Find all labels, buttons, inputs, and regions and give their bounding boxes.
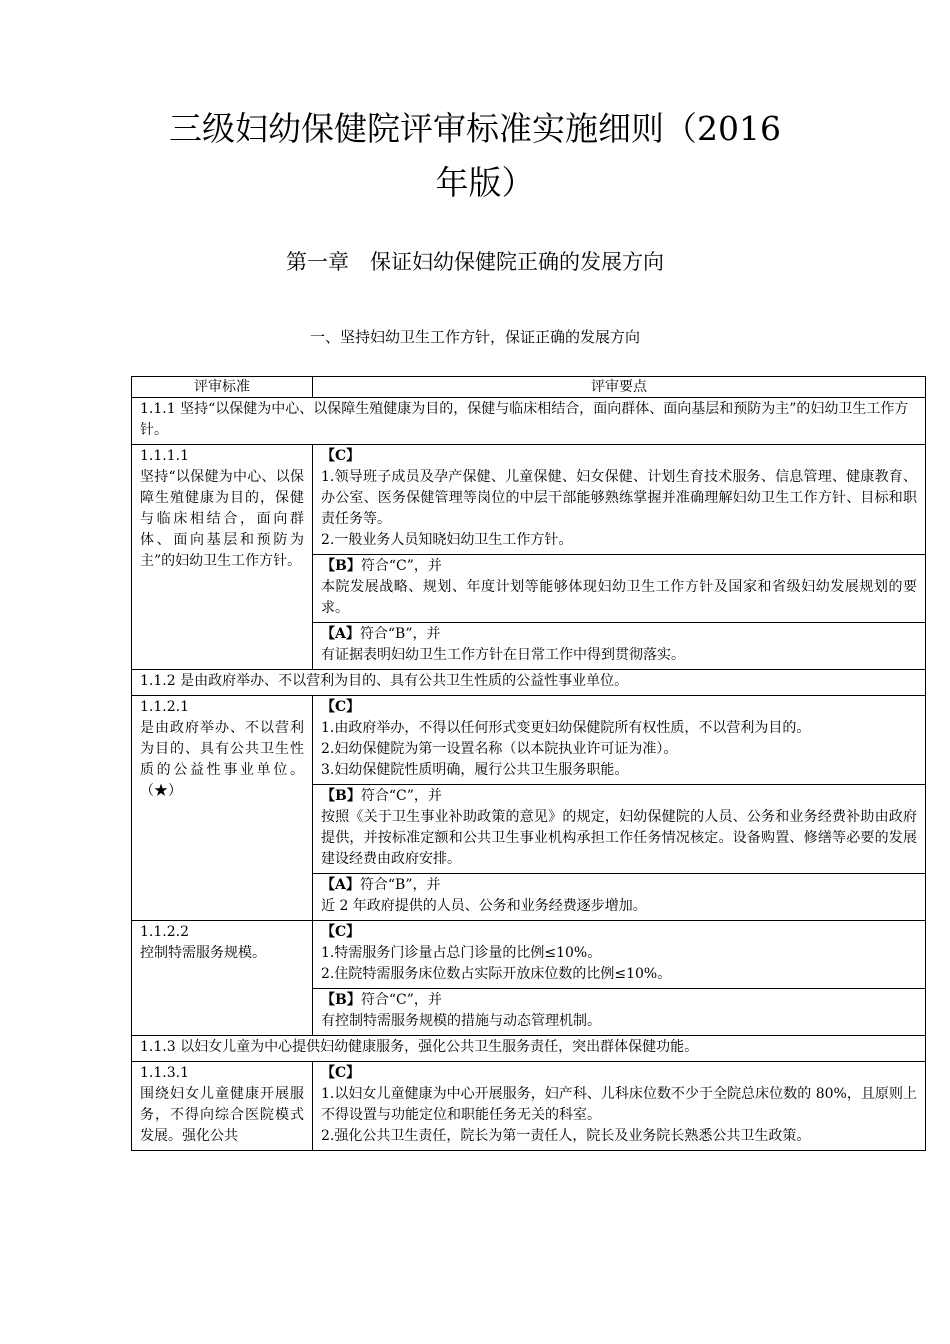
level-heading	[321, 1063, 917, 1084]
level-line: 2.强化公共卫生责任，院长为第一责任人，院长及业务院长熟悉公共卫生政策。	[321, 1128, 811, 1144]
level-cell	[313, 696, 926, 785]
group-heading: 1.1.1 坚持“以保健为中心、以保障生殖健康为目的，保健与临床相结合，面向群体、面向基层和预防为主”的妇幼卫生工作方针。	[132, 398, 926, 445]
level-label: 【C】	[321, 699, 361, 715]
level-label: 【C】	[321, 924, 361, 940]
group-heading: 1.1.3 以妇女儿童为中心提供妇幼健康服务，强化公共卫生服务责任，突出群体保健功能。	[132, 1036, 926, 1062]
level-line: 2.妇幼保健院为第一设置名称（以本院执业许可证为准）。	[321, 741, 678, 757]
level-heading	[321, 556, 917, 577]
document-title-line2: 年版）	[435, 163, 535, 202]
level-line: 2.一般业务人员知晓妇幼卫生工作方针。	[321, 532, 573, 548]
table-header-row	[132, 377, 926, 398]
level-line: 1.由政府举办，不得以任何形式变更妇幼保健院所有权性质，不以营利为目的。	[321, 720, 811, 736]
standard-code: 1.1.3.1	[140, 1065, 189, 1081]
standard-code: 1.1.1.1	[140, 448, 189, 464]
group-heading-row	[132, 398, 926, 445]
level-cell	[313, 623, 926, 670]
standard-cell	[132, 696, 313, 921]
level-heading	[321, 875, 917, 896]
group-heading-row	[132, 670, 926, 696]
column-header-standard: 评审标准	[132, 377, 313, 398]
level-label: 【C】	[321, 448, 361, 464]
level-note: 符合“B”，并	[359, 626, 441, 642]
standard-cell	[132, 921, 313, 1036]
section-heading: 一、坚持妇幼卫生工作方针，保证正确的发展方向	[309, 328, 640, 346]
level-line: 按照《关于卫生事业补助政策的意见》的规定，妇幼保健院的人员、公务和业务经费补助由政府提供，并按标准定额和公共卫生事业机构承担工作任务情况核定。设备购置、修缮等必要的发展建设经费由政府安排。	[321, 809, 917, 867]
standard-description: 是由政府举办、不以营利为目的、具有公共卫生性质的公益性事业单位。（★）	[140, 720, 304, 799]
level-note: 符合“C”，并	[360, 992, 442, 1008]
group-heading: 1.1.2 是由政府举办、不以营利为目的、具有公共卫生性质的公益性事业单位。	[132, 670, 926, 696]
level-cell	[313, 874, 926, 921]
table-row	[132, 921, 926, 989]
table-row	[132, 696, 926, 785]
level-note: 符合“C”，并	[360, 788, 442, 804]
document-title-line1: 三级妇幼保健院评审标准实施细则（2016	[169, 109, 781, 148]
level-cell	[313, 989, 926, 1036]
level-line: 2.住院特需服务床位数占实际开放床位数的比例≤10%。	[321, 966, 672, 982]
chapter-heading: 第一章 保证妇幼保健院正确的发展方向	[286, 250, 664, 274]
standards-table	[131, 376, 926, 1151]
level-cell	[313, 555, 926, 623]
level-heading	[321, 990, 917, 1011]
group-heading-row	[132, 1036, 926, 1062]
level-note: 符合“B”，并	[359, 877, 441, 893]
column-header-points: 评审要点	[313, 377, 926, 398]
level-heading	[321, 786, 917, 807]
level-cell	[313, 785, 926, 874]
standard-description: 围绕妇女儿童健康开展服务，不得向综合医院模式发展。强化公共	[140, 1086, 304, 1144]
table-row	[132, 445, 926, 555]
level-line: 3.妇幼保健院性质明确，履行公共卫生服务职能。	[321, 762, 629, 778]
level-cell	[313, 921, 926, 989]
standard-cell	[132, 1062, 313, 1151]
level-line: 1.以妇女儿童健康为中心开展服务，妇产科、儿科床位数不少于全院总床位数的 80%，且原则上不得设置与功能定位和职能任务无关的科室。	[321, 1086, 917, 1123]
level-heading	[321, 697, 917, 718]
standard-code: 1.1.2.2	[140, 924, 189, 940]
standard-description: 控制特需服务规模。	[140, 945, 266, 961]
level-heading	[321, 922, 917, 943]
level-heading	[321, 624, 917, 645]
level-line: 有控制特需服务规模的措施与动态管理机制。	[321, 1013, 601, 1029]
level-cell	[313, 1062, 926, 1151]
level-label: 【A】	[321, 877, 360, 893]
level-line: 1.领导班子成员及孕产保健、儿童保健、妇女保健、计划生育技术服务、信息管理、健康教育、办公室、医务保健管理等岗位的中层干部能够熟练掌握并准确理解妇幼卫生工作方针、目标和职责任务等。	[321, 469, 917, 527]
level-label: 【C】	[321, 1065, 361, 1081]
level-label: 【B】	[321, 558, 361, 574]
level-label: 【B】	[321, 788, 361, 804]
level-heading	[321, 446, 917, 467]
standard-code: 1.1.2.1	[140, 699, 189, 715]
level-line: 1.特需服务门诊量占总门诊量的比例≤10%。	[321, 945, 602, 961]
table-body	[132, 398, 926, 1151]
level-note: 符合“C”，并	[360, 558, 442, 574]
level-line: 有证据表明妇幼卫生工作方针在日常工作中得到贯彻落实。	[321, 647, 685, 663]
level-label: 【B】	[321, 992, 361, 1008]
standard-cell	[132, 445, 313, 670]
level-cell	[313, 445, 926, 555]
standard-description: 坚持“以保健为中心、以保障生殖健康为目的，保健与临床相结合，面向群体、面向基层和预防为主”的妇幼卫生工作方针。	[140, 469, 304, 569]
table-row	[132, 1062, 926, 1151]
level-line: 近 2 年政府提供的人员、公务和业务经费逐步增加。	[321, 898, 647, 914]
level-label: 【A】	[321, 626, 360, 642]
document-title	[0, 102, 950, 210]
level-line: 本院发展战略、规划、年度计划等能够体现妇幼卫生工作方针及国家和省级妇幼发展规划的要求。	[321, 579, 917, 616]
